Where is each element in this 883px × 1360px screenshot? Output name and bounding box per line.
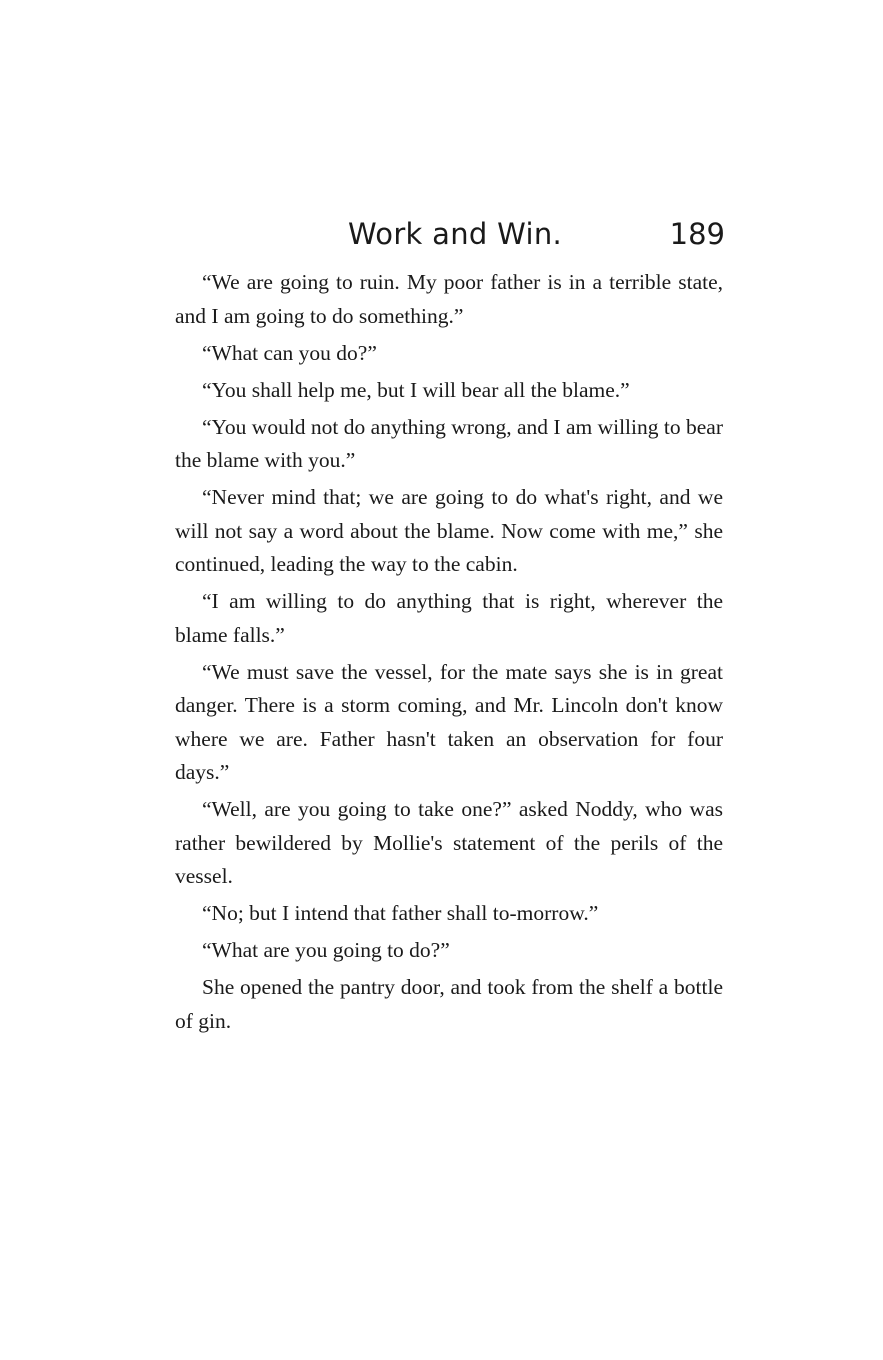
- paragraph: “Never mind that; we are going to do what's right, and we will not say a word about the blame. Now come with me,” she continued, leading the way to the cabin.: [175, 485, 723, 576]
- paragraph: “I am willing to do anything that is right, wherever the blame falls.”: [175, 589, 723, 647]
- paragraph: “What can you do?”: [202, 340, 377, 365]
- page-header: [175, 217, 725, 257]
- paragraph: “You shall help me, but I will bear all the blame.”: [202, 377, 630, 402]
- paragraph: “Well, are you going to take one?” asked Noddy, who was rather bewildered by Mollie's statement of the perils of the vessel.: [175, 797, 723, 888]
- paragraph: “What are you going to do?”: [202, 938, 450, 962]
- paragraph: “You would not do anything wrong, and I am willing to bear the blame with you.”: [175, 414, 723, 472]
- running-title: Work and Win.: [348, 217, 563, 251]
- paragraph: “We must save the vessel, for the mate says she is in great danger. There is a storm coming, and Mr. Lincoln don't know where we are. Father hasn't taken an observation for four days.”: [175, 659, 723, 784]
- paragraph: “We are going to ruin. My poor father is in a terrible state, and I am going to do something.”: [175, 270, 723, 328]
- paragraph: She opened the pantry door, and took from the shelf a bottle of gin.: [175, 975, 723, 1033]
- paragraph: “No; but I intend that father shall to-morrow.”: [202, 901, 599, 925]
- body-text: [175, 266, 723, 1042]
- page-number: 189: [669, 217, 725, 251]
